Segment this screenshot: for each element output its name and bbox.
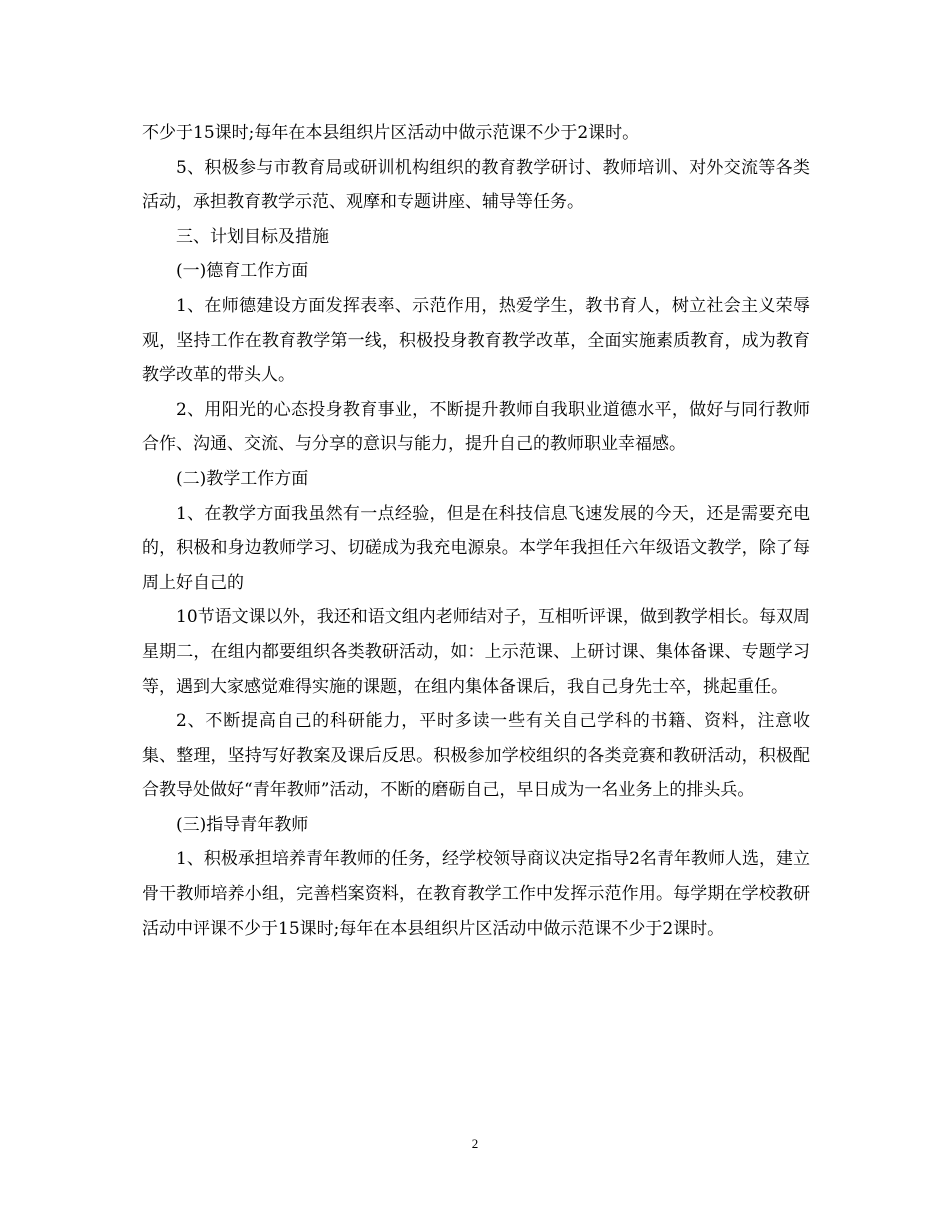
paragraph-teaching-item-2: 2、不断提高自己的科研能力，平时多读一些有关自己学科的书籍、资料，注意收集、整理，坚持写好教案及课后反思。积极参加学校组织的各类竞赛和教研活动，积极配合教导处做好“青年教师”活动，不断的磨砺自己，早日成为一名业务上的排头兵。 [142,711,810,801]
document-body [142,116,810,946]
page-number: 2 [471,1136,479,1151]
paragraph-continuation: 不少于15课时;每年在本县组织片区活动中做示范课不少于2课时。 [142,123,640,143]
section-heading-plan-goals: 三、计划目标及措施 [176,226,329,247]
paragraph-moral-item-2: 2、用阳光的心态投身教育事业，不断提升教师自我职业道德水平，做好与同行教师合作、沟通、交流、与分享的意识与能力，提升自己的教师职业幸福感。 [142,399,810,455]
paragraph-guide-item-1: 1、积极承担培养青年教师的任务，经学校领导商议决定指导2名青年教师人选，建立骨干教师培养小组，完善档案资料，在教育教学工作中发挥示范作用。每学期在学校教研活动中评课不少于15课时;每年在本县组织片区活动中做示范课不少于2课时。 [142,849,810,939]
paragraph-item-5: 5、积极参与市教育局或研训机构组织的教育教学研讨、教师培训、对外交流等各类活动，承担教育教学示范、观摩和专题讲座、辅导等任务。 [142,157,810,213]
paragraph-moral-item-1: 1、在师德建设方面发挥表率、示范作用，热爱学生，教书育人，树立社会主义荣辱观，坚持工作在教育教学第一线，积极投身教育教学改革，全面实施素质教育，成为教育教学改革的带头人。 [142,295,810,386]
subsection-heading-teaching-work: (二)教学工作方面 [176,468,309,489]
subsection-heading-guide-young-teachers: (三)指导青年教师 [176,814,309,835]
paragraph-teaching-item-1-continued: 10节语文课以外，我还和语文组内老师结对子，互相听评课，做到教学相长。每双周星期二，在组内都要组织各类教研活动，如：上示范课、上研讨课、集体备课、专题学习等，遇到大家感觉难得实施的课题，在组内集体备课后，我自己身先士卒，挑起重任。 [142,607,810,697]
subsection-heading-moral-education: (一)德育工作方面 [176,261,309,282]
paragraph-teaching-item-1: 1、在教学方面我虽然有一点经验，但是在科技信息飞速发展的今天，还是需要充电的，积极和身边教师学习、切磋成为我充电源泉。本学年我担任六年级语文教学，除了每周上好自己的 [142,503,810,593]
